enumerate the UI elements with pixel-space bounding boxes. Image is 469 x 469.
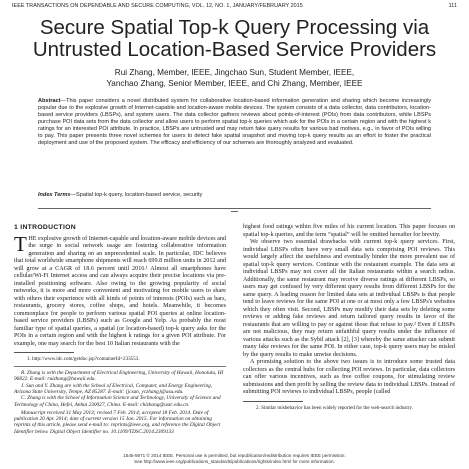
index-terms-text: —Spatial top-k query, location-based service, security <box>70 192 203 198</box>
title-line-2: Untrusted Location-Based Service Providers <box>32 38 437 61</box>
running-header <box>12 3 457 12</box>
affiliation-divider <box>14 366 226 367</box>
intro-paragraph-4: A promising solution to the above two issues is to introduce some trusted data collectors as the central hubs for collecting POI reviews. In particular, data collectors can offer various incentives, such as free coffee coupons, for stimulating review submissions and then profit by selling the review data to individual LBSPs. Instead of submitting POI reviews to individual LBSPs, people (called <box>243 359 455 395</box>
authors-line-1: Rui Zhang, Member, IEEE, Jingchao Sun, Student Member, IEEE, <box>114 68 355 77</box>
left-column <box>14 224 226 435</box>
author-list <box>20 68 449 89</box>
right-column <box>243 224 455 411</box>
intro-paragraph-1-text: HE explosive growth of Internet-capable and location-aware mobile devices and the surge in social network usage are fostering collaborative information generation and sharing on an unprecedented scale. In particular, IDC believes that total worldwide smartphone shipments will reach 699.8 million units in 2012 and will grow at a CAGR of 18.6 percent until 2016.¹ Almost all smartphones have cellular/Wi-Fi Internet access and can always acquire their precise locations via pre-installed positioning software. Also owing to the growing popularity of social networks, it is more and more convenient and motivating for mobile users to share with others their experience with all kinds of points of interests (POIs) such as bars, restaurants, grocery stores, coffee shops, and hotels. Meanwhile, it becomes commonplace for people to perform various spatial POI queries at online location-based service providers (LBSPs) such as Google and Yelp. As probably the most familiar type of spatial queries, a spatial (or location-based) top-k query asks for the POIs in a certain region and with the highest k ratings for a given POI attribute. For example, one may search for the best 10 Italian restaurants with the <box>14 235 226 347</box>
drop-cap: T <box>14 232 27 256</box>
intro-paragraph-2: highest food ratings within five miles of his current location. This paper focuses on spatial top-k queries, and the term “spatial” will be omitted hereafter for brevity. <box>243 224 455 238</box>
affiliation-1: R. Zhang is with the Department of Electrical Engineering, University of Hawaii, Honolulu, HI 96822. E-mail: ruizhang@hawaii.edu. <box>14 370 224 383</box>
copyright-footer <box>12 453 457 464</box>
section-heading-introduction: 1 INTRODUCTION <box>14 224 76 231</box>
manuscript-note: Manuscript received 31 May 2013; revised 7 Feb. 2014; accepted 18 Feb. 2014. Date of publication 20 Apr. 2014; date of current version 15 Jan. 2015. For information on obtaining reprints of this article, please send e-mail to: reprints@ieee.org, and reference the Digital Object Identifier below. Digital Object Identifier no. 10.1109/TDSC.2014.2309133 <box>14 409 221 435</box>
journal-header: IEEE TRANSACTIONS ON DEPENDABLE AND SECURE COMPUTING, VOL. 12, NO. 1, JANUARY/FEBRUARY 2015 <box>12 3 303 9</box>
intro-paragraph-1 <box>14 232 226 349</box>
footnote-divider <box>14 352 74 353</box>
footer-line-1: 1545-5971 © 2014 IEEE. Personal use is permitted, but republication/redistribution requires IEEE permission. <box>123 453 346 458</box>
index-terms <box>38 192 431 199</box>
abstract-label: Abstract <box>38 98 61 104</box>
abstract-text: —This paper considers a novel distributed system for collaborative location-based information generation and sharing which become increasingly popular due to the explosive growth of Internet-capable and location-aware mobile devices. The system consists of a data collector, data contributors, location-based service providers (LBSPs), and system users. The data collector gathers reviews about points-of-interest (POIs) from data contributors, while LBSPs purchase POI data sets from the data collector and allow users to perform spatial top-k queries which ask for the POIs in a certain region and with the highest k ratings for an interested POI attribute. In practice, LBSPs are untrusted and may return fake query results for various bad motives, e.g., in favor of POIs willing to pay. This paper presents three novel schemes for users to detect fake spatial snapshot and moving top-k query results as an effort to foster the practical deployment and use of the proposed system. The efficacy and efficiency of our schemes are thoroughly analyzed and evaluated. <box>38 98 431 147</box>
footnote-1: 1. http://www.idc.com/getdoc.jsp?containerId=233553. <box>27 356 140 362</box>
title-line-1: Secure Spatial Top-k Query Processing via <box>39 16 430 39</box>
abstract <box>38 98 431 147</box>
affiliation-2: J. Sun and Y. Zhang are with the School of Electrical, Computer, and Energy Engineering, Arizona State University, Tempe, AZ 85287. E-mail: {jcsun, yczhang}@asu.edu. <box>14 382 213 395</box>
divider-mark <box>231 211 238 213</box>
paper-title <box>20 17 449 61</box>
intro-paragraph-3: We observe two essential drawbacks with current top-k query services. First, individual LBSPs often have very small data sets comprising POI reviews. This would largely affect the usefulness and eventually hinder the more prevalent use of spatial top-k query services. Continue with the restaurant example. The data sets at individual LBSPs may not cover all the Italian restaurants within a search radius. Additionally, the same restaurant may receive diverse ratings at different LBSPs, so users may get confused by very different query results from different LBSPs for the same query. A leading reason for limited data sets at individual LBSPs is that people tend to leave reviews for the same POI at one or at most only a few LBSPs's websites which they often visit. Second, LBSPs may modify their data sets by deleting some reviews or adding fake reviews and return tailored query results in favor of the restaurants that are willing to pay or against those that refuse to pay.² Even if LBSPs are not malicious, they may return unfaithful query results under the influence of various attacks such as the Sybil attack [2], [3] whereby the same attacker can submit many fake reviews for the same POI. In either case, top-k query users may be misled by the query results to make unwise decisions. <box>243 239 455 358</box>
footnote-2: 2. Similar misbehavior has been widely reported for the web-search industry. <box>256 404 413 411</box>
affiliation-3: C. Zhang is with the School of Information Science and Technology, University of Science and Technology of China, Hefei, Anhui 230027, China. E-mail: chizhang@ustc.edu.cn. <box>14 395 221 408</box>
abstract-divider <box>38 208 431 209</box>
authors-line-2: Yanchao Zhang, Senior Member, IEEE, and Chi Zhang, Member, IEEE <box>106 78 363 88</box>
index-terms-label: Index Terms <box>38 192 71 198</box>
footnote-divider-right <box>243 401 303 402</box>
footer-line-2: See http://www.ieee.org/publications_standards/publications/rights/index.html for more information. <box>134 458 335 464</box>
page-number: 111 <box>448 3 457 9</box>
